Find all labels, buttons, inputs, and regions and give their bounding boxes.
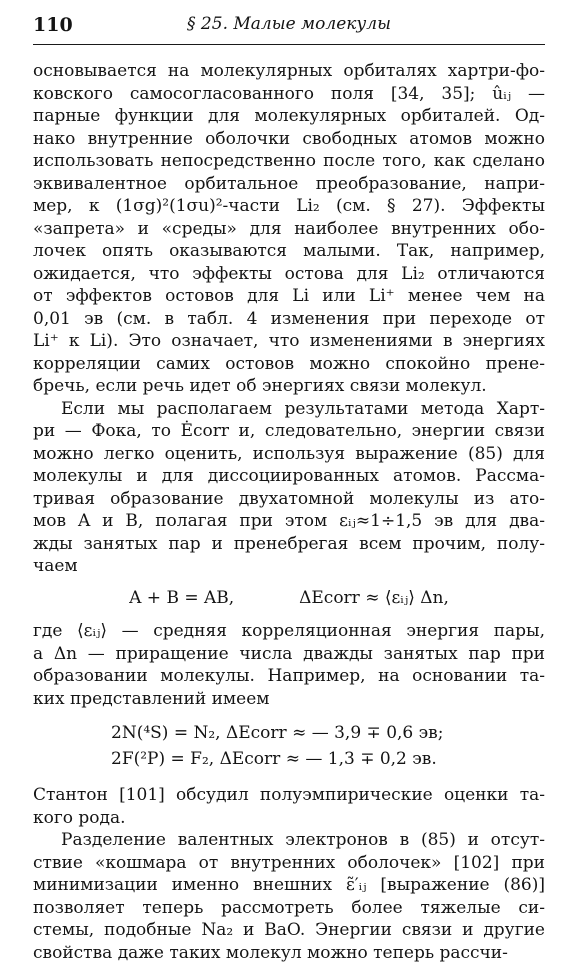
text-line: парные функции для молекулярных орбиталей. Од-	[33, 105, 545, 128]
text-line: позволяет теперь рассмотреть более тяжелые си-	[33, 897, 545, 920]
text-line: мов A и B, полагая при этом εᵢⱼ≈1÷1,5 эв для два-	[33, 510, 545, 533]
text-line: Если мы располагаем результатами метода Харт-	[33, 398, 545, 421]
text-line: жды занятых пар и пренебрегая всем прочим, полу-	[33, 533, 545, 556]
paragraph-1	[33, 60, 545, 398]
text-line: молекулы и для диссоциированных атомов. Рассма-	[33, 465, 545, 488]
text-line: мер, к (1σg)²(1σu)²-части Li₂ (см. § 27). Эффекты	[33, 195, 545, 218]
text-line: тривая образование двухатомной молекулы из ато-	[33, 488, 545, 511]
text-line: лочек опять оказываются малыми. Так, например,	[33, 240, 545, 263]
paragraph-4	[33, 784, 545, 829]
text-line: использовать непосредственно после того, как сделано	[33, 150, 545, 173]
text-line: «запрета» и «среды» для наиболее внутренних обо-	[33, 218, 545, 241]
paragraph-3	[33, 620, 545, 710]
equation-2-line: 2F(²P) = F₂, ΔEcorr ≈ — 1,3 ∓ 0,2 эв.	[33, 746, 545, 772]
text-line: 0,01 эв (см. в табл. 4 изменения при переходе от	[33, 308, 545, 331]
paragraph-2	[33, 398, 545, 578]
text-line: ковского самосогласованного поля [34, 35]; ûᵢⱼ —	[33, 83, 545, 106]
text-line: ких представлений имеем	[33, 688, 545, 711]
text-line: можно легко оценить, используя выражение (85) для	[33, 443, 545, 466]
equation-1	[33, 587, 545, 610]
text-line: кого рода.	[33, 807, 545, 830]
text-line: свойства даже таких молекул можно теперь рассчи-	[33, 942, 545, 964]
text-line: основывается на молекулярных орбиталях хартри-фо-	[33, 60, 545, 83]
text-line: ожидается, что эффекты остова для Li₂ отличаются	[33, 263, 545, 286]
equation-1-left: A + B = AB,	[129, 587, 299, 610]
text-line: Разделение валентных электронов в (85) и отсут-	[33, 829, 545, 852]
equation-2-block	[33, 720, 545, 772]
text-line: стемы, подобные Na₂ и BaO. Энергии связи и другие	[33, 919, 545, 942]
text-line: Стантон [101] обсудил полуэмпирические оценки та-	[33, 784, 545, 807]
text-line: от эффектов остовов для Li или Li⁺ менее чем на	[33, 285, 545, 308]
page-number: 110	[33, 14, 73, 36]
text-line: минимизации именно внешних ε̃′ᵢⱼ [выражение (86)]	[33, 874, 545, 897]
text-line: Li⁺ к Li). Это означает, что изменениями в энергиях	[33, 330, 545, 353]
text-line: нако внутренние оболочки свободных атомов можно	[33, 128, 545, 151]
text-line: бречь, если речь идет об энергиях связи молекул.	[33, 375, 545, 398]
text-line: корреляции самих остовов можно спокойно прене-	[33, 353, 545, 376]
text-line: ри — Фока, то Ėcorr и, следовательно, энергии связи	[33, 420, 545, 443]
equation-1-right: ΔEcorr ≈ ⟨εᵢⱼ⟩ Δn,	[299, 587, 449, 610]
text-line: ствие «кошмара от внутренних оболочек» [102] при	[33, 852, 545, 875]
text-line: где ⟨εᵢⱼ⟩ — средняя корреляционная энергия пары,	[33, 620, 545, 643]
paragraph-5	[33, 829, 545, 964]
text-line: образовании молекулы. Например, на основании та-	[33, 665, 545, 688]
main-text	[33, 60, 545, 964]
equation-2-line: 2N(⁴S) = N₂, ΔEcorr ≈ — 3,9 ∓ 0,6 эв;	[33, 720, 545, 746]
text-line: а Δn — приращение числа дважды занятых пар при	[33, 643, 545, 666]
text-line: чаем	[33, 555, 545, 578]
page-header	[33, 8, 545, 45]
running-title: § 25. Малые молекулы	[33, 14, 545, 34]
text-line: эквивалентное орбитальное преобразование, напри-	[33, 173, 545, 196]
